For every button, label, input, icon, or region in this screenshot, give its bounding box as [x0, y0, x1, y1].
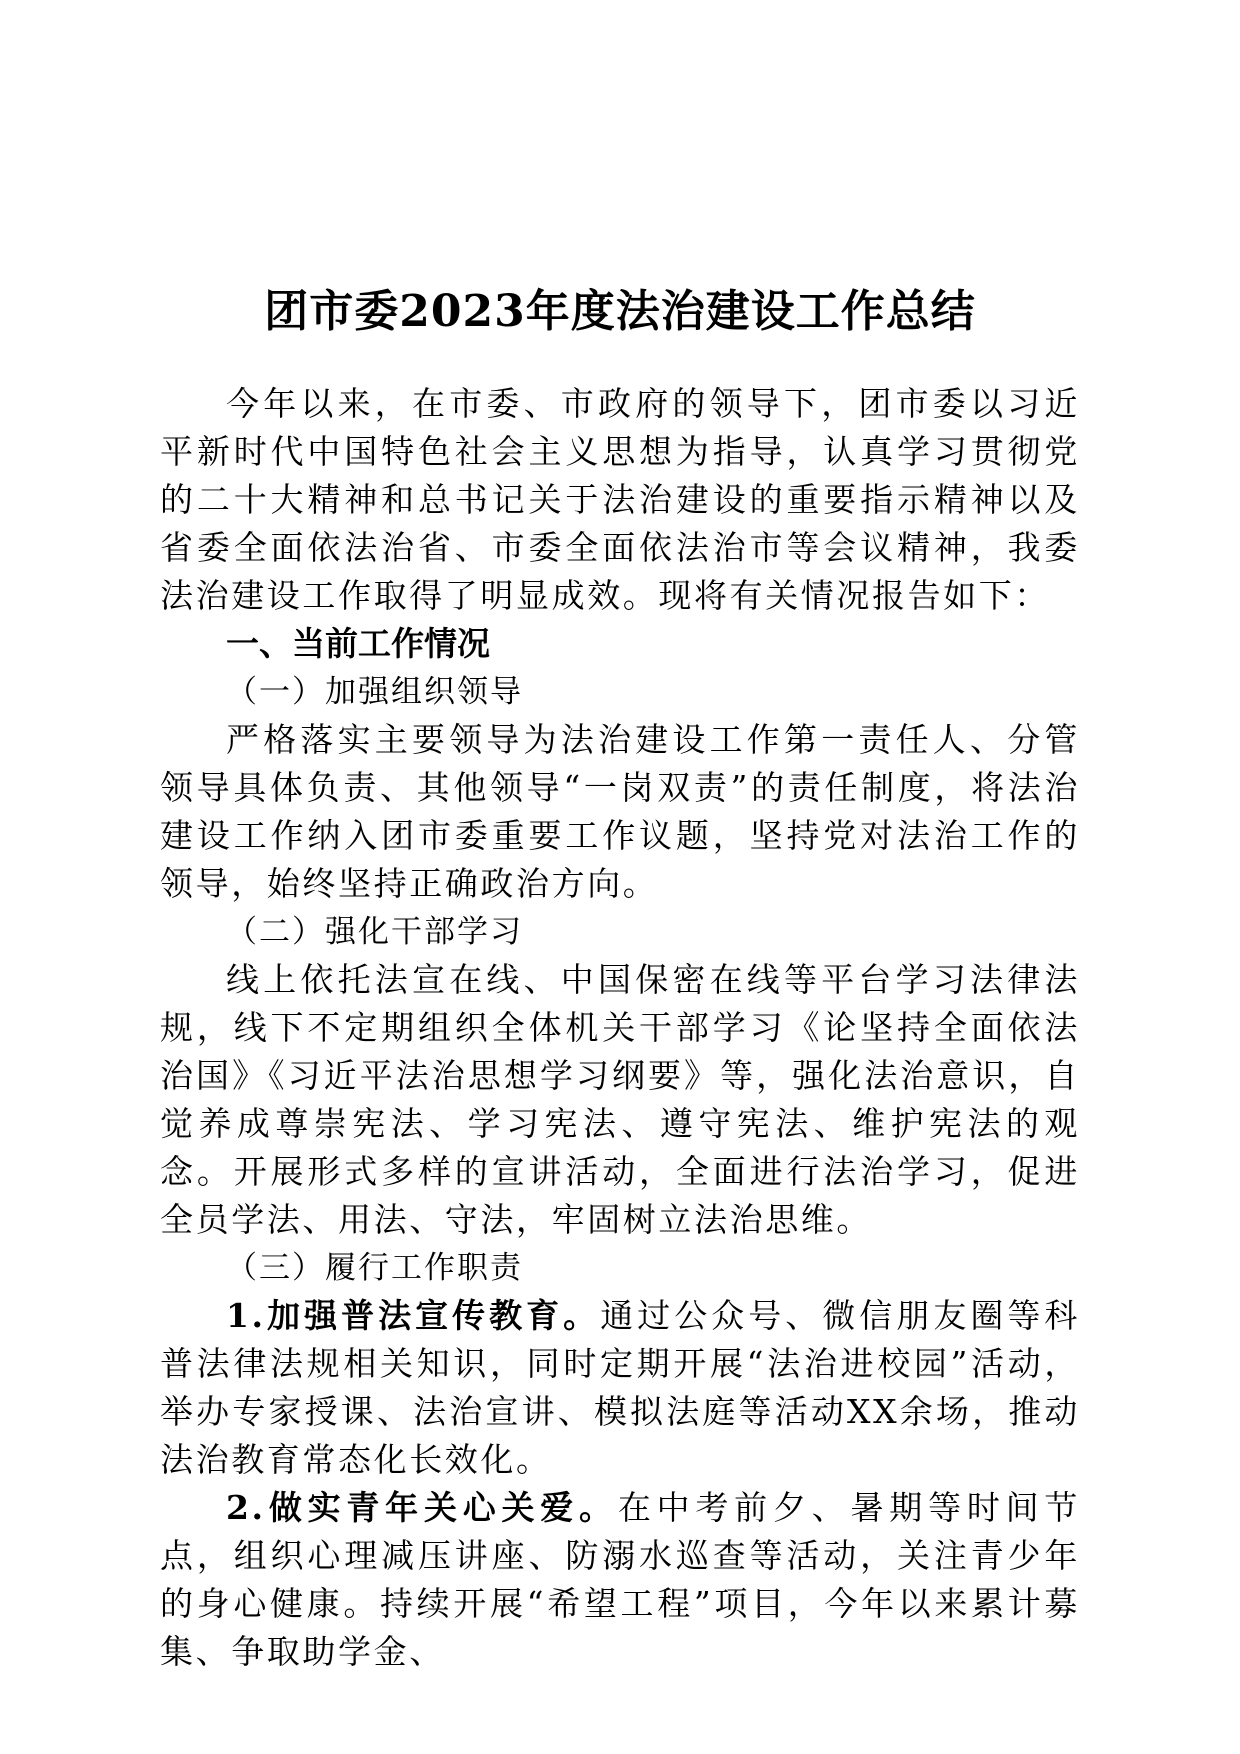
duty-item-text: 在中考前夕、暑期等时间节点，组织心理减压讲座、防溺水巡查等活动，关注青少年的身心健康。持续开展“希望工程”项目，今年以来累计募集、争取助学金、 [160, 1488, 1080, 1671]
document-page [160, 0, 1080, 1754]
duty-item-lead: 2.做实青年关心关爱。 [226, 1488, 618, 1527]
duty-item-text: 通过公众号、微信朋友圈等科普法律法规相关知识，同时定期开展“法治进校园”活动，举办专家授课、法治宣讲、模拟法庭等活动XX余场，推动法治教育常态化长效化。 [160, 1296, 1080, 1479]
duty-item-lead: 1.加强普法宣传教育。 [226, 1296, 601, 1335]
subsection-heading-duties: （三）履行工作职责 [226, 1250, 523, 1286]
subsection-heading-study: （二）强化干部学习 [226, 914, 523, 950]
document-body [160, 380, 1080, 1676]
study-paragraph: 线上依托法宣在线、中国保密在线等平台学习法律法规，线下不定期组织全体机关干部学习《论坚持全面依法治国》《习近平法治思想学习纲要》等，强化法治意识，自觉养成尊崇宪法、学习宪法、遵守宪法、维护宪法的观念。开展形式多样的宣讲活动，全面进行法治学习，促进全员学法、用法、守法，牢固树立法治思维。 [160, 960, 1080, 1239]
duty-item-legal-education [160, 1292, 1080, 1484]
intro-paragraph: 今年以来，在市委、市政府的领导下，团市委以习近平新时代中国特色社会主义思想为指导，认真学习贯彻党的二十大精神和总书记关于法治建设的重要指示精神以及省委全面依法治省、市委全面依法治市等会议精神，我委法治建设工作取得了明显成效。现将有关情况报告如下： [160, 384, 1080, 615]
duty-item-youth-care [160, 1484, 1080, 1676]
section-heading-current-work: 一、当前工作情况 [226, 624, 490, 663]
subsection-heading-organization: （一）加强组织领导 [226, 674, 523, 710]
document-title: 团市委2023年度法治建设工作总结 [264, 286, 976, 338]
organization-paragraph: 严格落实主要领导为法治建设工作第一责任人、分管领导具体负责、其他领导“一岗双责”的责任制度，将法治建设工作纳入团市委重要工作议题，坚持党对法治工作的领导，始终坚持正确政治方向。 [160, 720, 1080, 903]
